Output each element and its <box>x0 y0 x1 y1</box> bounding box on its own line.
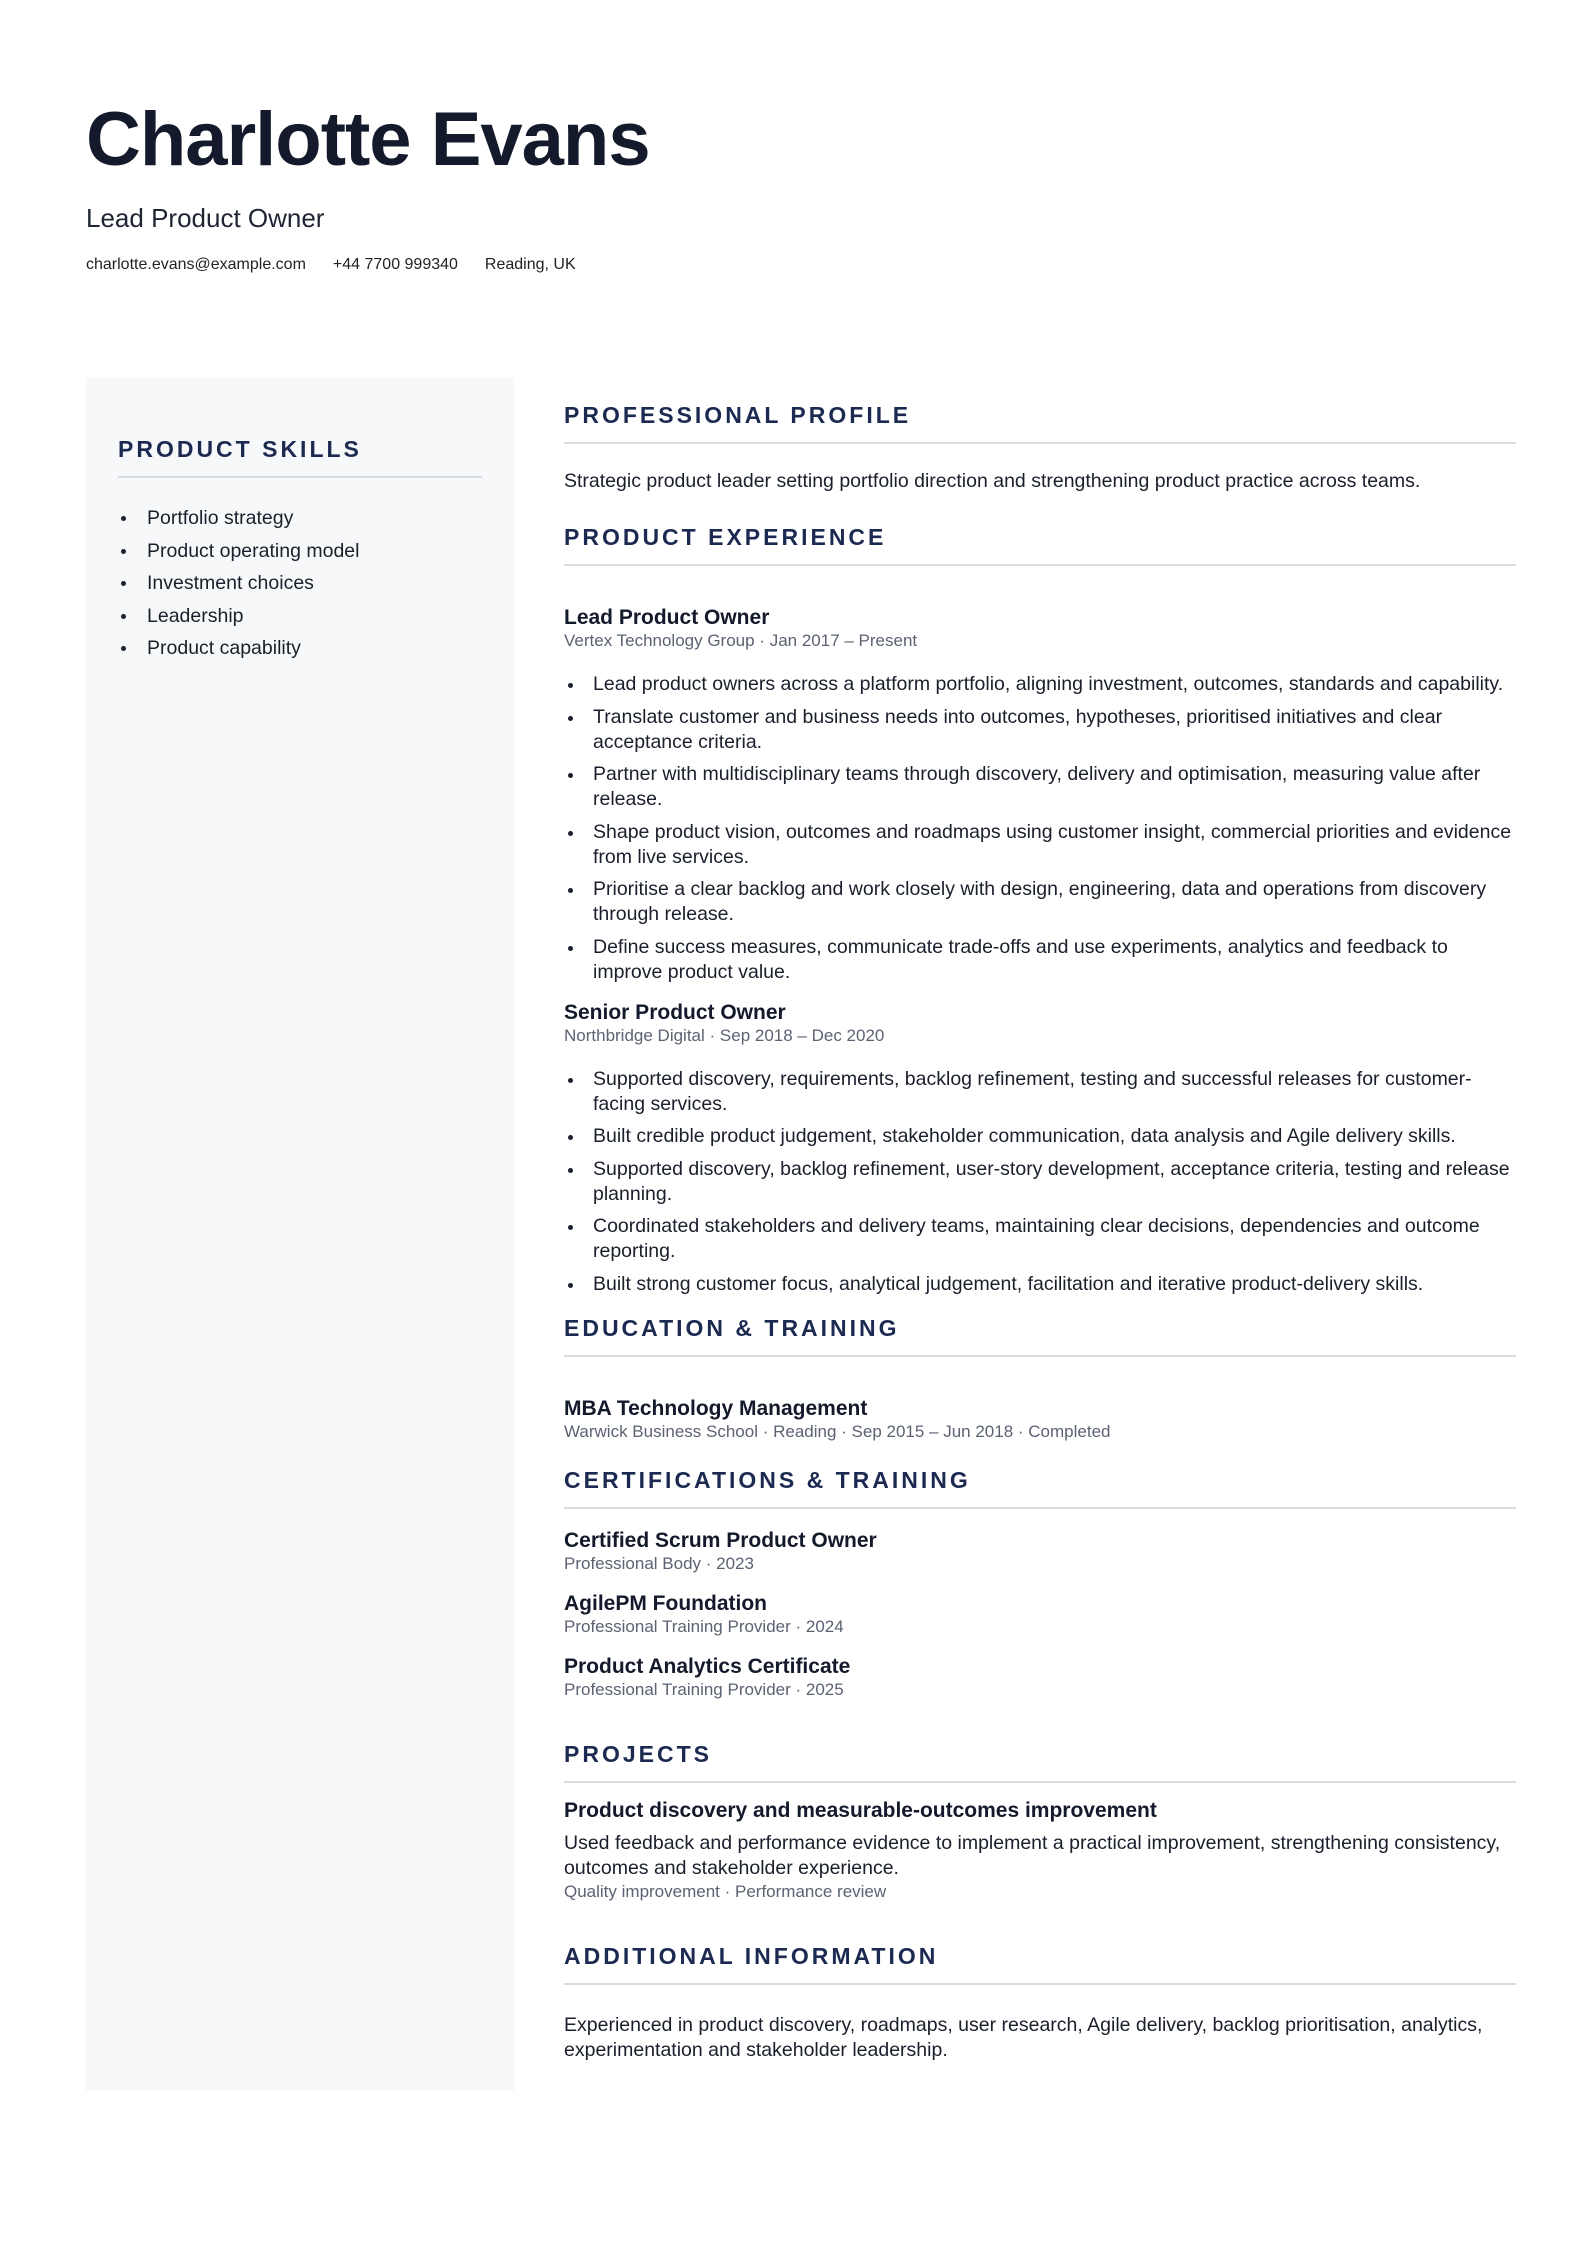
certification-name: AgilePM Foundation <box>564 1591 767 1615</box>
skill-item: Leadership <box>118 600 482 633</box>
project-description: Used feedback and performance evidence to implement a practical improvement, strengthening consistency, outcomes and stakeholder experience. <box>564 1831 1501 1879</box>
certification-entry <box>564 1529 1516 1575</box>
certification-meta: Professional Training Provider · 2025 <box>564 1679 844 1699</box>
job-bullet: Coordinated stakeholders and delivery teams, maintaining clear decisions, dependencies and outcome reporting. <box>564 1214 1516 1264</box>
certification-name: Certified Scrum Product Owner <box>564 1528 877 1552</box>
resume-header <box>86 96 1506 274</box>
job-bullet: Built strong customer focus, analytical judgement, facilitation and iterative product-delivery skills. <box>564 1272 1516 1297</box>
skill-item: Product capability <box>118 632 482 665</box>
additional-text: Experienced in product discovery, roadmaps, user research, Agile delivery, backlog prioritisation, analytics, experimentation and stakeholder leadership. <box>564 2013 1483 2061</box>
skill-item: Product operating model <box>118 535 482 568</box>
main-content <box>564 402 1516 2063</box>
job-meta: Vertex Technology Group · Jan 2017 – Present <box>564 631 918 650</box>
job-bullets <box>564 1067 1516 1297</box>
projects-section-title: PROJECTS <box>564 1741 1516 1783</box>
certifications-section-title: CERTIFICATIONS & TRAINING <box>564 1467 1516 1509</box>
job-role: Lead Product Owner <box>564 606 770 629</box>
job-bullet: Supported discovery, backlog refinement, user-story development, acceptance criteria, testing and release planning. <box>564 1157 1516 1207</box>
job-entry <box>564 606 1516 985</box>
experience-section-title: PRODUCT EXPERIENCE <box>564 524 1516 566</box>
project-meta: Quality improvement · Performance review <box>564 1881 887 1901</box>
additional-section-title: ADDITIONAL INFORMATION <box>564 1943 1516 1985</box>
education-degree: MBA Technology Management <box>564 1396 868 1420</box>
job-bullet: Define success measures, communicate trade-offs and use experiments, analytics and feedback to improve product value. <box>564 935 1516 985</box>
skills-section-title: PRODUCT SKILLS <box>118 436 482 478</box>
job-meta: Northbridge Digital · Sep 2018 – Dec 2020 <box>564 1025 885 1045</box>
job-bullet: Shape product vision, outcomes and roadmaps using customer insight, commercial priorities and evidence from live services. <box>564 820 1516 870</box>
job-bullet: Supported discovery, requirements, backlog refinement, testing and successful releases for customer-facing services. <box>564 1067 1516 1117</box>
job-bullets <box>564 672 1516 985</box>
certification-entry <box>564 1655 1516 1701</box>
skill-item: Portfolio strategy <box>118 502 482 535</box>
certification-meta: Professional Training Provider · 2024 <box>564 1616 844 1636</box>
education-section-title: EDUCATION & TRAINING <box>564 1315 1516 1357</box>
education-meta: Warwick Business School · Reading · Sep 2015 – Jun 2018 · Completed <box>564 1421 1111 1441</box>
contact-email: charlotte.evans@example.com <box>86 256 306 273</box>
project-entry <box>564 1799 1516 1903</box>
contact-location: Reading, UK <box>484 256 576 273</box>
certification-name: Product Analytics Certificate <box>564 1654 851 1678</box>
job-entry <box>564 1001 1516 1297</box>
job-bullet: Partner with multidisciplinary teams through discovery, delivery and optimisation, measuring value after release. <box>564 762 1516 812</box>
certification-entry <box>564 1592 1516 1638</box>
profile-text: Strategic product leader setting portfolio direction and strengthening product practice across teams. <box>564 470 1421 492</box>
profile-section-title: PROFESSIONAL PROFILE <box>564 402 1516 444</box>
job-role: Senior Product Owner <box>564 1000 786 1024</box>
candidate-headline: Lead Product Owner <box>86 203 325 233</box>
project-name: Product discovery and measurable-outcomes improvement <box>564 1798 1157 1822</box>
sidebar <box>86 378 514 2091</box>
skill-item: Investment choices <box>118 567 482 600</box>
contact-phone: +44 7700 999340 <box>332 256 458 273</box>
certification-meta: Professional Body · 2023 <box>564 1553 754 1573</box>
contact-line <box>86 256 1506 274</box>
skills-list <box>118 502 482 665</box>
job-bullet: Prioritise a clear backlog and work closely with design, engineering, data and operations from discovery through release. <box>564 877 1516 927</box>
candidate-name: Charlotte Evans <box>86 97 650 182</box>
education-entry <box>564 1397 1516 1443</box>
job-bullet: Built credible product judgement, stakeholder communication, data analysis and Agile delivery skills. <box>564 1124 1516 1149</box>
job-bullet: Translate customer and business needs into outcomes, hypotheses, prioritised initiatives and clear acceptance criteria. <box>564 705 1516 755</box>
job-bullet: Lead product owners across a platform portfolio, aligning investment, outcomes, standards and capability. <box>564 672 1516 697</box>
